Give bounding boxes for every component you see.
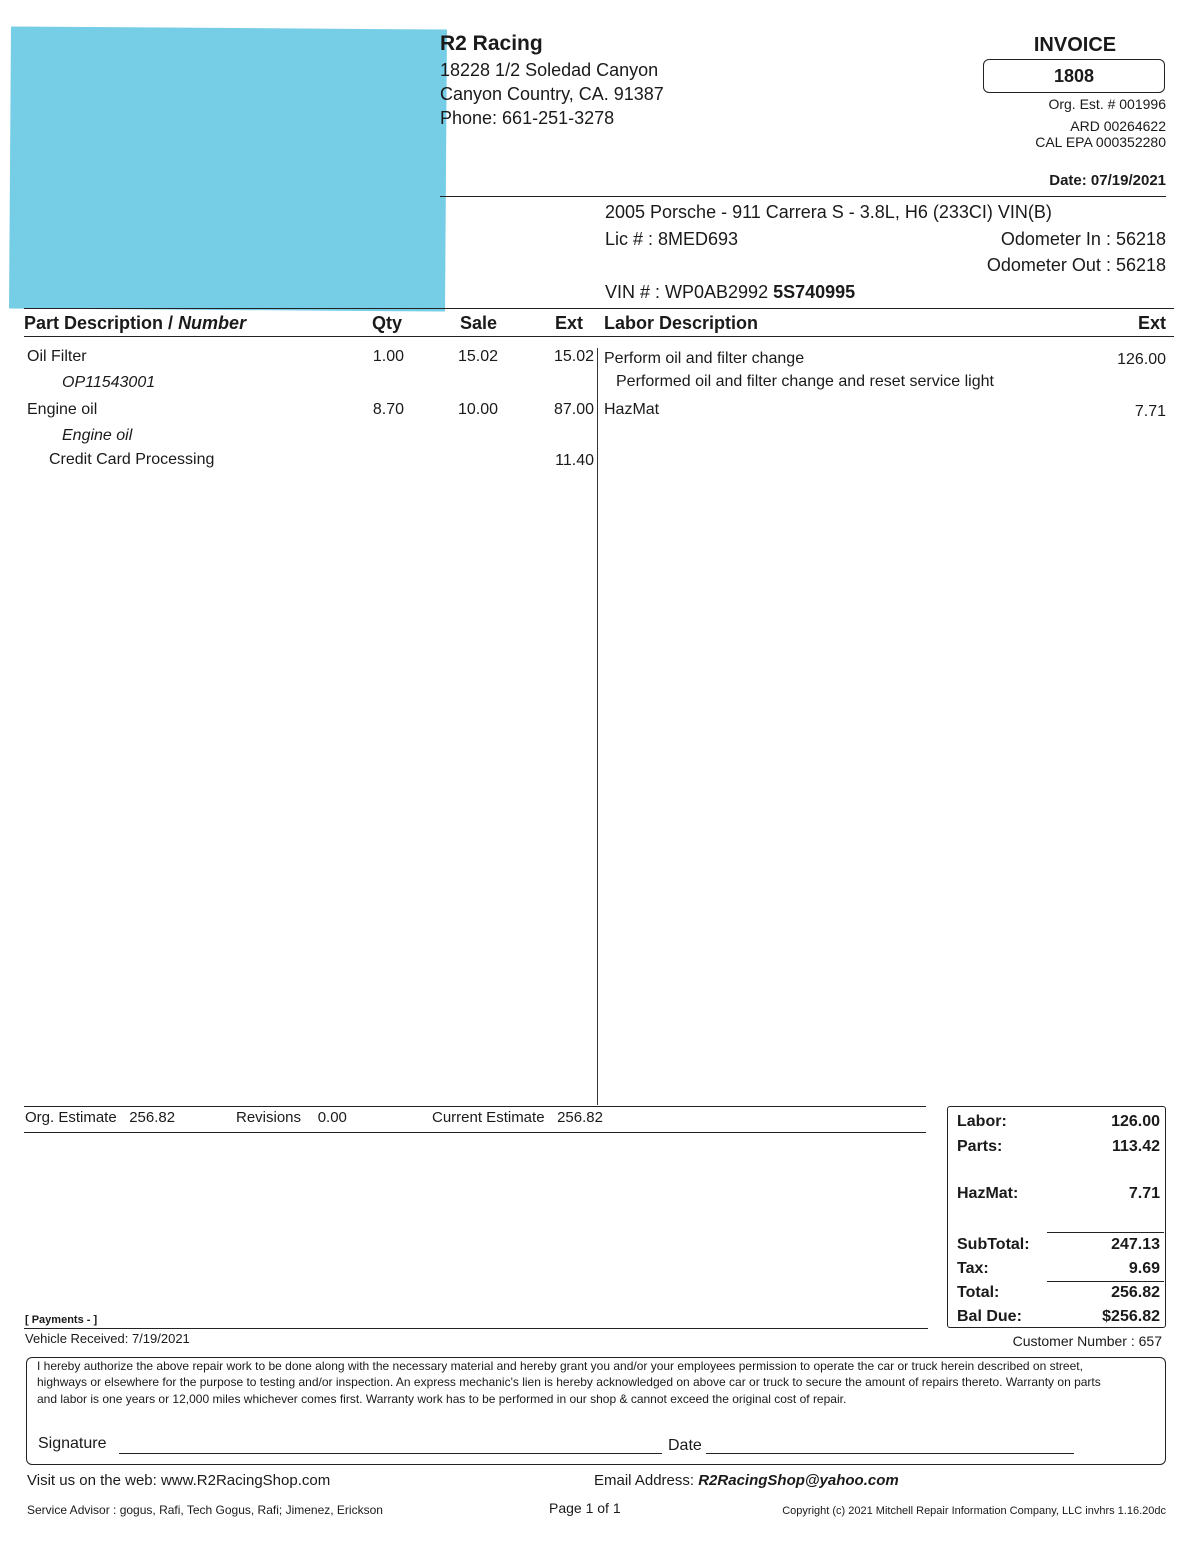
date-label: Date [668,1437,702,1454]
parts-header-qty: Qty [372,313,403,333]
subtotal: 247.13 [1111,1236,1160,1253]
hazmat-total-label: HazMat: [957,1185,1019,1202]
labor-header-ext: Ext [1137,313,1166,333]
part-ext: 11.40 [555,452,594,469]
invoice-number: 1808 [983,59,1165,93]
estimate-top-border [24,1106,926,1107]
email-label: Email Address: [594,1472,699,1489]
part-sale: 10.00 [457,401,498,418]
customer-number: Customer Number : 657 [1012,1333,1162,1349]
parts-header-description [24,313,246,334]
part-description: Engine oil [27,401,98,418]
labor-detail: Performed oil and filter change and reset service light [616,373,994,390]
parts-header-sale: Sale [460,313,498,333]
ard-number: ARD 00264622 [1070,118,1166,134]
date-line[interactable] [706,1453,1074,1454]
labor-header-description: Labor Description [604,313,759,333]
invoice-title: INVOICE [1033,34,1117,56]
shop-name: R2 Racing [440,32,543,55]
table-header-underline [24,336,1174,337]
payments-label: [ Payments - ] [25,1314,98,1326]
invoice-date: Date: 07/19/2021 [1049,172,1166,189]
hazmat-total: 7.71 [1128,1185,1160,1202]
parts-total: 113.42 [1111,1138,1160,1155]
org-estimate-value: 256.82 [129,1109,176,1126]
labor-total-label: Labor: [957,1113,1007,1130]
labor-ext: 7.71 [1134,403,1166,420]
total-rule [1047,1281,1164,1282]
revisions-value: 0.00 [317,1109,347,1126]
odometer-out: Odometer Out : 56218 [986,255,1166,275]
part-ext: 87.00 [553,401,594,418]
part-qty: 8.70 [372,401,404,418]
labor-total: 126.00 [1111,1113,1160,1130]
current-estimate-value: 256.82 [557,1109,603,1126]
parts-total-label: Parts: [957,1138,1003,1155]
shop-phone: Phone: 661-251-3278 [440,108,615,128]
payments-rule [24,1328,928,1329]
balance-due: $256.82 [1102,1308,1160,1325]
redacted-customer-info [9,26,447,311]
odometer-in: Odometer In : 56218 [1000,229,1166,249]
part-qty: 1.00 [372,348,404,365]
email-address [594,1472,899,1489]
total-label: Total: [957,1284,1000,1301]
shop-address-line2: Canyon Country, CA. 91387 [440,84,664,104]
part-description: Oil Filter [27,348,87,365]
parts-header-ext: Ext [555,313,584,333]
revisions [236,1109,347,1126]
page-number: Page 1 of 1 [549,1500,621,1516]
header-divider [440,196,1166,197]
vin-suffix: 5S740995 [773,282,856,302]
current-estimate-label: Current Estimate [432,1109,545,1126]
cal-epa-number: CAL EPA 000352280 [1035,134,1166,150]
labor-description: Perform oil and filter change [604,350,805,367]
signature-line[interactable] [119,1453,662,1454]
part-ext: 15.02 [553,348,594,365]
vehicle-received: Vehicle Received: 7/19/2021 [25,1331,190,1346]
part-number: OP11543001 [62,374,156,391]
part-sale: 15.02 [457,348,498,365]
authorization-text: I hereby authorize the above repair work to be done along with the necessary material and hereby grant you and/or your employees permission to operate the car or truck herein described on street, highways or elsewhere for the purpose to testing and/or inspection. An express mechanic's lien is hereby acknowledged on above car or truck to secure the amount of repairs thereto. Warranty on parts and labor is one years or 12,000 miles whichever comes first. Warranty work has to be performed in our shop & cannot exceed the original cost of repair. [37,1359,1101,1406]
estimate-bottom-border [24,1132,926,1133]
subtotal-rule [1047,1232,1164,1233]
total: 256.82 [1111,1284,1160,1301]
table-top-border [24,308,1174,309]
current-estimate [432,1109,603,1126]
vin-prefix: VIN # : WP0AB2992 [605,282,774,302]
email-value: R2RacingShop@yahoo.com [698,1472,899,1489]
part-description: Credit Card Processing [49,451,215,468]
service-advisor: Service Advisor : gogus, Rafi, Tech Gogus, Rafi; Jimenez, Erickson [27,1503,383,1517]
tax-label: Tax: [957,1260,989,1277]
parts-header-number: Number [178,313,247,333]
labor-description: HazMat [604,401,660,418]
parts-header-slash: / [163,313,179,333]
shop-address-line1: 18228 1/2 Soledad Canyon [440,60,659,80]
org-estimate [25,1109,175,1126]
signature-label: Signature [38,1435,107,1452]
copyright: Copyright (c) 2021 Mitchell Repair Information Company, LLC invhrs 1.16.20dc [782,1505,1166,1517]
revisions-label: Revisions [236,1109,302,1126]
license-plate: Lic # : 8MED693 [605,229,739,249]
shop-website: Visit us on the web: www.R2RacingShop.com [27,1472,331,1489]
org-estimate-number: Org. Est. # 001996 [1048,96,1166,112]
vin [605,282,855,303]
subtotal-label: SubTotal: [957,1236,1030,1253]
part-number: Engine oil [62,427,133,444]
vehicle-description: 2005 Porsche - 911 Carrera S - 3.8L, H6 (233CI) VIN(B) [605,202,1052,222]
labor-ext: 126.00 [1117,351,1166,368]
parts-header-desc-label: Part Description [24,313,164,333]
tax: 9.69 [1128,1260,1160,1277]
parts-labor-divider [597,348,598,1105]
org-estimate-label: Org. Estimate [25,1109,117,1126]
balance-due-label: Bal Due: [957,1308,1022,1325]
